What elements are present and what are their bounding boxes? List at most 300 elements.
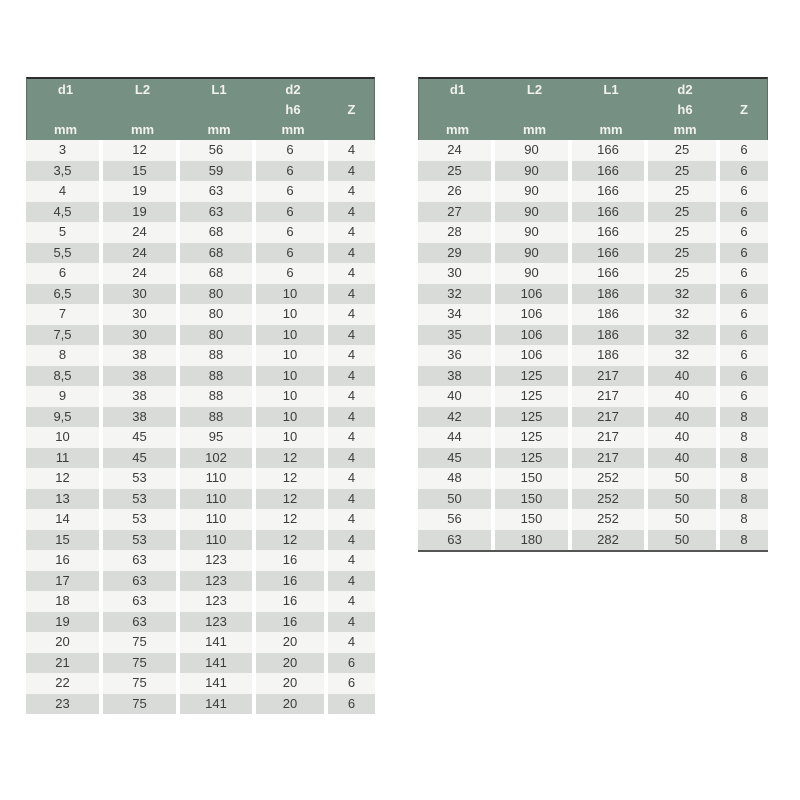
header-unit: mm xyxy=(522,122,547,137)
table-cell: 40 xyxy=(648,427,716,448)
table-cell: 20 xyxy=(256,694,324,715)
table-row xyxy=(26,632,375,653)
table-cell: 123 xyxy=(180,591,252,612)
table-cell: 252 xyxy=(572,509,644,530)
table-cell: 6 xyxy=(720,161,768,182)
table-cell: 36 xyxy=(418,345,491,366)
table-row xyxy=(26,591,375,612)
table-row xyxy=(418,243,768,264)
table-cell: 20 xyxy=(256,673,324,694)
table-cell: 12 xyxy=(256,509,324,530)
table-row xyxy=(26,243,375,264)
table-cell: 25 xyxy=(648,222,716,243)
table-cell: 9,5 xyxy=(26,407,99,428)
table-cell: 12 xyxy=(256,468,324,489)
table-row xyxy=(26,448,375,469)
header-cell-z xyxy=(329,79,374,140)
table-cell: 53 xyxy=(103,509,176,530)
table-row xyxy=(418,325,768,346)
header-label: L2 xyxy=(526,82,543,97)
table-cell: 20 xyxy=(26,632,99,653)
table-cell: 53 xyxy=(103,489,176,510)
table-cell: 24 xyxy=(103,222,176,243)
table-cell: 95 xyxy=(180,427,252,448)
table-cell: 45 xyxy=(418,448,491,469)
table-row xyxy=(26,284,375,305)
table-cell: 4 xyxy=(328,325,375,346)
table-cell: 8,5 xyxy=(26,366,99,387)
table-cell: 90 xyxy=(495,243,568,264)
table-cell: 25 xyxy=(648,263,716,284)
table-row xyxy=(418,509,768,530)
table-body xyxy=(418,140,768,552)
table-cell: 110 xyxy=(180,468,252,489)
table-cell: 14 xyxy=(26,509,99,530)
table-cell: 25 xyxy=(648,140,716,161)
table-cell: 123 xyxy=(180,571,252,592)
table-cell: 150 xyxy=(495,489,568,510)
table-cell: 217 xyxy=(572,407,644,428)
table-cell: 3,5 xyxy=(26,161,99,182)
table-cell: 252 xyxy=(572,489,644,510)
table-cell: 10 xyxy=(256,386,324,407)
table-cell: 217 xyxy=(572,386,644,407)
table-cell: 38 xyxy=(103,407,176,428)
table-cell: 6 xyxy=(720,386,768,407)
header-unit: mm xyxy=(207,122,231,137)
table-cell: 19 xyxy=(26,612,99,633)
table-cell: 252 xyxy=(572,468,644,489)
table-cell: 30 xyxy=(103,284,176,305)
table-cell: 6 xyxy=(720,222,768,243)
table-cell: 59 xyxy=(180,161,252,182)
table-cell: 3 xyxy=(26,140,99,161)
table-cell: 6 xyxy=(720,181,768,202)
table-cell: 22 xyxy=(26,673,99,694)
table-cell: 75 xyxy=(103,673,176,694)
table-row xyxy=(418,222,768,243)
table-row xyxy=(418,407,768,428)
table-cell: 8 xyxy=(720,530,768,551)
table-cell: 6 xyxy=(720,345,768,366)
table-cell: 8 xyxy=(26,345,99,366)
header-cell-z xyxy=(721,79,767,140)
table-cell: 32 xyxy=(648,304,716,325)
table-cell: 106 xyxy=(495,284,568,305)
table-cell: 7 xyxy=(26,304,99,325)
header-label: L1 xyxy=(211,82,227,97)
table-cell: 28 xyxy=(418,222,491,243)
table-cell: 4 xyxy=(328,140,375,161)
table-cell: 90 xyxy=(495,140,568,161)
table-cell: 166 xyxy=(572,181,644,202)
table-cell: 26 xyxy=(418,181,491,202)
table-cell: 42 xyxy=(418,407,491,428)
table-cell: 4 xyxy=(328,509,375,530)
table-cell: 38 xyxy=(103,345,176,366)
table-cell: 30 xyxy=(103,325,176,346)
table-cell: 150 xyxy=(495,509,568,530)
table-cell: 88 xyxy=(180,366,252,387)
table-row xyxy=(418,530,768,551)
table-cell: 17 xyxy=(26,571,99,592)
table-body xyxy=(26,140,375,714)
table-cell: 6 xyxy=(26,263,99,284)
table-cell: 4 xyxy=(328,427,375,448)
table-cell: 32 xyxy=(418,284,491,305)
header-sub: Z xyxy=(740,102,748,117)
table-cell: 24 xyxy=(418,140,491,161)
table-cell: 34 xyxy=(418,304,491,325)
header-unit: mm xyxy=(53,122,78,137)
table-cell: 186 xyxy=(572,304,644,325)
table-cell: 75 xyxy=(103,653,176,674)
header-cell-l1 xyxy=(181,79,257,140)
table-row xyxy=(418,448,768,469)
table-row xyxy=(26,550,375,571)
table-cell: 9 xyxy=(26,386,99,407)
table-cell: 12 xyxy=(256,489,324,510)
table-cell: 217 xyxy=(572,366,644,387)
header-cell-d1 xyxy=(419,79,496,140)
header-label: L2 xyxy=(134,82,151,97)
table-cell: 63 xyxy=(180,202,252,223)
table-cell: 166 xyxy=(572,222,644,243)
table-cell: 6 xyxy=(256,222,324,243)
table-cell: 6,5 xyxy=(26,284,99,305)
table-row xyxy=(418,489,768,510)
table-cell: 4 xyxy=(328,407,375,428)
table-cell: 6 xyxy=(720,325,768,346)
table-cell: 123 xyxy=(180,612,252,633)
header-label: L1 xyxy=(603,82,619,97)
table-cell: 16 xyxy=(256,612,324,633)
table-cell: 106 xyxy=(495,304,568,325)
header-cell-l1 xyxy=(573,79,649,140)
header-unit xyxy=(329,120,374,140)
table-cell: 6 xyxy=(720,263,768,284)
table-cell: 186 xyxy=(572,284,644,305)
table-cell: 6 xyxy=(720,304,768,325)
table-cell: 106 xyxy=(495,345,568,366)
table-cell: 16 xyxy=(256,591,324,612)
table-cell: 110 xyxy=(180,489,252,510)
table-row xyxy=(26,653,375,674)
table-cell: 29 xyxy=(418,243,491,264)
dimension-table-right xyxy=(418,77,768,552)
table-row xyxy=(418,386,768,407)
table-cell: 4 xyxy=(328,612,375,633)
table-cell: 68 xyxy=(180,263,252,284)
table-cell: 88 xyxy=(180,345,252,366)
table-cell: 7,5 xyxy=(26,325,99,346)
table-cell: 25 xyxy=(648,243,716,264)
table-cell: 10 xyxy=(256,366,324,387)
table-cell: 48 xyxy=(418,468,491,489)
table-cell: 32 xyxy=(648,345,716,366)
header-cell-d1 xyxy=(27,79,104,140)
table-row xyxy=(418,161,768,182)
header-unit: mm xyxy=(130,122,155,137)
table-cell: 8 xyxy=(720,509,768,530)
table-cell: 53 xyxy=(103,468,176,489)
table-cell: 4 xyxy=(328,632,375,653)
table-cell: 125 xyxy=(495,407,568,428)
header-label xyxy=(329,80,374,100)
table-cell: 50 xyxy=(418,489,491,510)
table-cell: 6 xyxy=(256,263,324,284)
header-sub xyxy=(573,100,649,120)
table-cell: 8 xyxy=(720,427,768,448)
table-row xyxy=(26,530,375,551)
table-cell: 50 xyxy=(648,509,716,530)
table-cell: 38 xyxy=(103,366,176,387)
table-cell: 63 xyxy=(103,612,176,633)
header-unit: mm xyxy=(599,122,623,137)
table-cell: 25 xyxy=(648,202,716,223)
header-sub xyxy=(104,100,181,120)
table-cell: 90 xyxy=(495,263,568,284)
table-cell: 6 xyxy=(720,140,768,161)
header-unit: mm xyxy=(281,122,305,137)
table-cell: 4 xyxy=(328,530,375,551)
table-cell: 75 xyxy=(103,632,176,653)
table-cell: 6 xyxy=(720,366,768,387)
table-row xyxy=(26,694,375,715)
table-cell: 6 xyxy=(328,694,375,715)
table-cell: 4 xyxy=(328,304,375,325)
table-cell: 75 xyxy=(103,694,176,715)
table-cell: 141 xyxy=(180,632,252,653)
table-cell: 40 xyxy=(648,386,716,407)
table-cell: 16 xyxy=(256,571,324,592)
table-cell: 80 xyxy=(180,325,252,346)
table-cell: 12 xyxy=(256,448,324,469)
table-cell: 19 xyxy=(103,181,176,202)
table-cell: 8 xyxy=(720,407,768,428)
table-cell: 125 xyxy=(495,366,568,387)
header-label: d1 xyxy=(449,82,466,97)
table-row xyxy=(26,366,375,387)
table-cell: 125 xyxy=(495,386,568,407)
table-cell: 56 xyxy=(180,140,252,161)
table-cell: 141 xyxy=(180,694,252,715)
table-cell: 4,5 xyxy=(26,202,99,223)
table-cell: 8 xyxy=(720,489,768,510)
table-cell: 106 xyxy=(495,325,568,346)
table-cell: 63 xyxy=(418,530,491,551)
table-cell: 282 xyxy=(572,530,644,551)
table-cell: 4 xyxy=(328,571,375,592)
table-row xyxy=(26,304,375,325)
table-cell: 4 xyxy=(328,263,375,284)
table-cell: 166 xyxy=(572,161,644,182)
dimension-table-left xyxy=(26,77,375,714)
table-cell: 68 xyxy=(180,222,252,243)
table-cell: 6 xyxy=(256,161,324,182)
table-cell: 30 xyxy=(418,263,491,284)
table-row xyxy=(26,386,375,407)
table-cell: 6 xyxy=(256,243,324,264)
table-cell: 25 xyxy=(418,161,491,182)
table-cell: 10 xyxy=(256,284,324,305)
table-cell: 6 xyxy=(256,181,324,202)
table-cell: 44 xyxy=(418,427,491,448)
table-row xyxy=(26,407,375,428)
table-row xyxy=(418,468,768,489)
table-row xyxy=(418,427,768,448)
table-cell: 23 xyxy=(26,694,99,715)
table-cell: 15 xyxy=(103,161,176,182)
header-cell-l2 xyxy=(104,79,181,140)
table-cell: 20 xyxy=(256,632,324,653)
table-cell: 6 xyxy=(256,202,324,223)
table-cell: 141 xyxy=(180,673,252,694)
table-cell: 68 xyxy=(180,243,252,264)
table-cell: 6 xyxy=(720,243,768,264)
table-cell: 4 xyxy=(328,284,375,305)
table-cell: 4 xyxy=(328,550,375,571)
table-cell: 16 xyxy=(256,550,324,571)
table-cell: 40 xyxy=(648,448,716,469)
table-row xyxy=(418,366,768,387)
table-cell: 20 xyxy=(256,653,324,674)
table-row xyxy=(26,263,375,284)
table-row xyxy=(26,161,375,182)
table-cell: 4 xyxy=(328,468,375,489)
header-label: d2 xyxy=(285,82,301,97)
table-cell: 80 xyxy=(180,304,252,325)
table-cell: 56 xyxy=(418,509,491,530)
table-cell: 4 xyxy=(328,222,375,243)
table-cell: 45 xyxy=(103,427,176,448)
header-unit xyxy=(721,120,767,140)
table-cell: 50 xyxy=(648,468,716,489)
table-row xyxy=(418,345,768,366)
table-cell: 24 xyxy=(103,243,176,264)
table-cell: 186 xyxy=(572,325,644,346)
table-header xyxy=(26,77,375,140)
table-cell: 32 xyxy=(648,284,716,305)
table-cell: 166 xyxy=(572,243,644,264)
table-row xyxy=(26,325,375,346)
table-cell: 40 xyxy=(418,386,491,407)
header-sub: h6 xyxy=(285,102,301,117)
table-cell: 11 xyxy=(26,448,99,469)
table-cell: 110 xyxy=(180,509,252,530)
table-header xyxy=(418,77,768,140)
table-cell: 6 xyxy=(720,284,768,305)
table-cell: 5,5 xyxy=(26,243,99,264)
table-cell: 4 xyxy=(328,386,375,407)
table-cell: 38 xyxy=(418,366,491,387)
table-cell: 6 xyxy=(328,653,375,674)
table-row xyxy=(26,222,375,243)
table-cell: 40 xyxy=(648,366,716,387)
table-row xyxy=(418,140,768,161)
table-cell: 63 xyxy=(103,591,176,612)
header-sub xyxy=(496,100,573,120)
table-cell: 32 xyxy=(648,325,716,346)
table-cell: 102 xyxy=(180,448,252,469)
header-sub xyxy=(419,100,496,120)
table-cell: 63 xyxy=(103,571,176,592)
table-cell: 45 xyxy=(103,448,176,469)
header-cell-d2 xyxy=(649,79,721,140)
header-sub: h6 xyxy=(677,102,693,117)
table-row xyxy=(26,489,375,510)
header-label: d1 xyxy=(57,82,74,97)
header-sub: Z xyxy=(347,102,356,117)
table-row xyxy=(26,612,375,633)
table-cell: 90 xyxy=(495,181,568,202)
table-cell: 16 xyxy=(26,550,99,571)
table-cell: 25 xyxy=(648,181,716,202)
table-cell: 4 xyxy=(328,448,375,469)
table-row xyxy=(418,304,768,325)
table-cell: 6 xyxy=(328,673,375,694)
table-cell: 123 xyxy=(180,550,252,571)
table-cell: 12 xyxy=(103,140,176,161)
table-cell: 125 xyxy=(495,448,568,469)
table-cell: 10 xyxy=(256,407,324,428)
table-cell: 30 xyxy=(103,304,176,325)
table-cell: 8 xyxy=(720,468,768,489)
table-cell: 166 xyxy=(572,202,644,223)
table-cell: 27 xyxy=(418,202,491,223)
table-row xyxy=(418,181,768,202)
table-cell: 166 xyxy=(572,140,644,161)
table-cell: 5 xyxy=(26,222,99,243)
table-cell: 35 xyxy=(418,325,491,346)
header-label: d2 xyxy=(677,82,693,97)
table-cell: 80 xyxy=(180,284,252,305)
table-cell: 10 xyxy=(256,427,324,448)
table-cell: 12 xyxy=(26,468,99,489)
table-cell: 4 xyxy=(328,591,375,612)
table-cell: 217 xyxy=(572,427,644,448)
table-row xyxy=(26,673,375,694)
table-row xyxy=(26,202,375,223)
table-cell: 21 xyxy=(26,653,99,674)
table-row xyxy=(26,509,375,530)
table-row xyxy=(26,571,375,592)
header-cell-l2 xyxy=(496,79,573,140)
table-cell: 110 xyxy=(180,530,252,551)
table-cell: 4 xyxy=(328,345,375,366)
header-sub xyxy=(181,100,257,120)
table-cell: 166 xyxy=(572,263,644,284)
table-row xyxy=(26,181,375,202)
table-cell: 53 xyxy=(103,530,176,551)
table-row xyxy=(418,202,768,223)
table-cell: 180 xyxy=(495,530,568,551)
header-unit: mm xyxy=(673,122,697,137)
table-cell: 19 xyxy=(103,202,176,223)
header-unit: mm xyxy=(445,122,470,137)
table-cell: 50 xyxy=(648,530,716,551)
table-cell: 88 xyxy=(180,386,252,407)
table-cell: 90 xyxy=(495,161,568,182)
table-cell: 125 xyxy=(495,427,568,448)
table-row xyxy=(26,345,375,366)
table-cell: 8 xyxy=(720,448,768,469)
table-cell: 13 xyxy=(26,489,99,510)
header-label xyxy=(721,80,767,100)
table-cell: 15 xyxy=(26,530,99,551)
table-cell: 63 xyxy=(103,550,176,571)
table-cell: 88 xyxy=(180,407,252,428)
